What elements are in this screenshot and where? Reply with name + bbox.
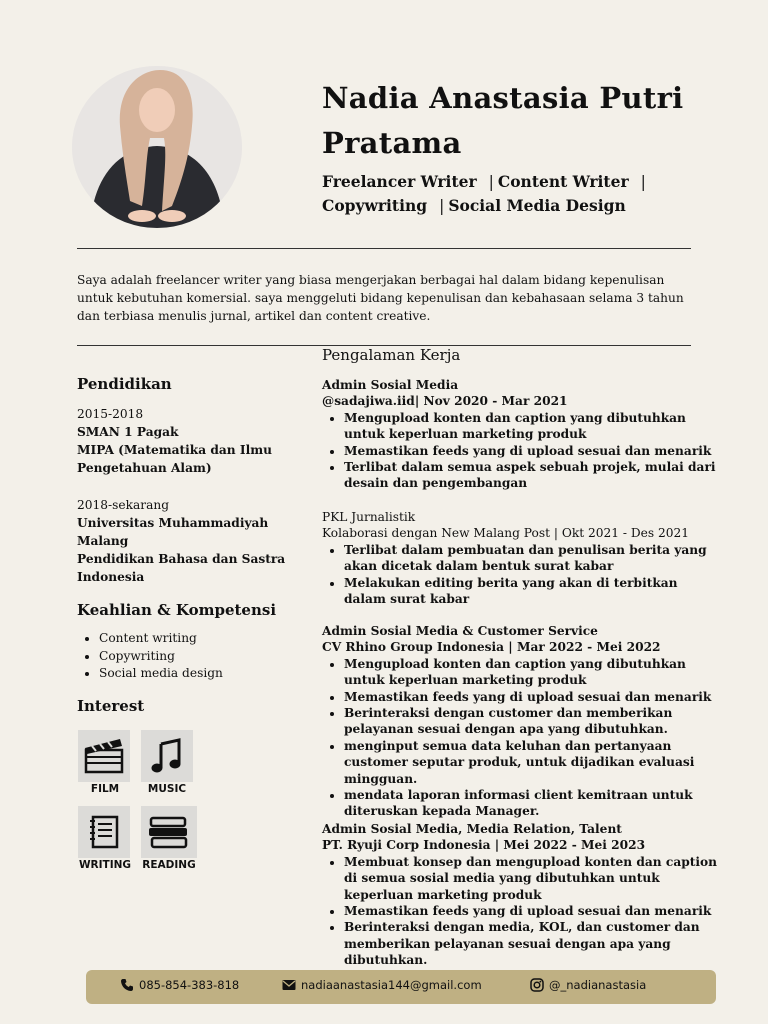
list-item: • Melakukan editing berita yang akan di terbitkan dalam surat kabar <box>344 575 722 608</box>
job-bullets <box>322 410 722 492</box>
instagram-icon <box>530 978 544 992</box>
job-company: @sadajiwa.iid| Nov 2020 - Mar 2021 <box>322 394 568 409</box>
envelope-icon <box>282 979 296 991</box>
education-line: MIPA (Matematika dan Ilmu <box>77 443 272 457</box>
list-item: • Memastikan feeds yang di upload sesuai dan menarik <box>344 689 722 705</box>
list-item: • Terlibat dalam semua aspek sebuah projek, mulai dari desain dan pengembangan <box>344 459 722 492</box>
contact-phone[interactable] <box>120 978 239 992</box>
list-item: • Berinteraksi dengan media, KOL, dan customer dan memberikan pelayanan sesuai dengan apa yang dibutuhkan. <box>344 919 722 968</box>
roles-line-2 <box>322 194 722 218</box>
list-item: • Content writing <box>99 630 292 648</box>
list-item: • menginput semua data keluhan dan pertanyaan customer seputar produk, untuk dijadikan evaluasi mingguan. <box>344 738 722 787</box>
interest-writing <box>78 806 130 858</box>
list-item: • Memastikan feeds yang di upload sesuai dan menarik <box>344 443 722 459</box>
education-entry <box>77 405 292 477</box>
skills-heading: Keahlian & Kompetensi <box>77 601 277 619</box>
job-title: Admin Sosial Media <box>322 378 459 392</box>
roles-line-1 <box>322 170 722 194</box>
interest-reading <box>141 806 197 858</box>
education-line: Malang <box>77 534 129 548</box>
interest-label: FILM <box>90 783 120 795</box>
role-separator: | <box>488 173 494 191</box>
education-line: SMAN 1 Pagak <box>77 425 179 439</box>
role-separator: | <box>439 197 445 215</box>
divider <box>77 248 691 249</box>
interest-music <box>141 730 193 782</box>
candidate-name <box>322 76 742 166</box>
role-separator: | <box>640 173 646 191</box>
job-company: PT. Ryuji Corp Indonesia | Mei 2022 - Mei 2023 <box>322 838 646 853</box>
list-item: • Membuat konsep dan mengupload konten dan caption di semua sosial media yang dibutuhkan untuk keperluan marketing produk <box>344 854 722 903</box>
role-freelancer-writer: Freelancer Writer <box>322 172 477 191</box>
role-social-media-design: Social Media Design <box>448 196 626 215</box>
notebook-icon <box>78 806 130 858</box>
clapperboard-icon <box>78 730 130 782</box>
education-line: Pengetahuan Alam) <box>77 461 212 475</box>
job-title: Admin Sosial Media & Customer Service <box>322 624 598 638</box>
books-icon <box>141 806 197 858</box>
summary-text: Saya adalah freelancer writer yang biasa mengerjakan berbagai hal dalam bidang kepenulisan untuk kebutuhan komersial. saya menggeluti bidang kepenulisan dan kebahasaan selama 3 tahun dan terbiasa menulis jurnal, artikel dan content creative. <box>77 273 684 323</box>
education-years: 2015-2018 <box>77 407 144 421</box>
job-company: CV Rhino Group Indonesia | Mar 2022 - Mei 2022 <box>322 640 661 655</box>
list-item: • Mengupload konten dan caption yang dibutuhkan untuk keperluan marketing produk <box>344 656 722 689</box>
education-years: 2018-sekarang <box>77 498 169 512</box>
list-item: • Social media design <box>99 665 292 683</box>
job-bullets <box>322 656 722 820</box>
education-line: Pendidikan Bahasa dan Sastra <box>77 552 286 566</box>
experience-heading: Pengalaman Kerja <box>322 346 461 364</box>
education-line: Indonesia <box>77 570 145 584</box>
job-bullets <box>322 854 722 969</box>
education-heading: Pendidikan <box>77 375 172 393</box>
phone-icon <box>120 978 134 992</box>
skills-list <box>77 630 292 683</box>
role-content-writer: Content Writer <box>497 172 629 191</box>
job-title: Admin Sosial Media, Media Relation, Talent <box>322 822 622 836</box>
profile-photo <box>72 66 242 228</box>
person-portrait-icon <box>72 66 242 228</box>
contact-bar <box>86 970 716 1004</box>
job-title: PKL Jurnalistik <box>322 510 416 524</box>
music-note-icon <box>141 730 193 782</box>
interest-heading: Interest <box>77 697 145 715</box>
interest-label: READING <box>142 859 196 871</box>
interest-label: WRITING <box>78 859 132 871</box>
interest-film <box>78 730 130 782</box>
list-item: • Mengupload konten dan caption yang dibutuhkan untuk keperluan marketing produk <box>344 410 722 443</box>
job-entry <box>322 377 722 492</box>
education-entry <box>77 496 292 586</box>
job-bullets <box>322 542 722 608</box>
job-company: Kolaborasi dengan New Malang Post | Okt 2021 - Des 2021 <box>322 526 690 541</box>
name-line-1: Nadia Anastasia Putri <box>322 81 684 115</box>
list-item: • Memastikan feeds yang di upload sesuai dan menarik <box>344 903 722 919</box>
contact-instagram[interactable] <box>530 978 646 992</box>
roles <box>322 170 722 218</box>
list-item: • Terlibat dalam pembuatan dan penulisan berita yang akan dicetak dalam bentuk surat kabar <box>344 542 722 575</box>
job-entry <box>322 623 722 820</box>
phone-number: 085-854-383-818 <box>139 978 240 992</box>
email-address: nadiaanastasia144@gmail.com <box>301 978 482 992</box>
job-entry <box>322 509 722 607</box>
list-item: • mendata laporan informasi client kemitraan untuk diteruskan kepada Manager. <box>344 787 722 820</box>
contact-email[interactable] <box>282 978 482 992</box>
list-item: • Copywriting <box>99 648 292 666</box>
role-copywriting: Copywriting <box>322 196 428 215</box>
name-line-2: Pratama <box>322 126 462 160</box>
instagram-handle: @_nadianastasia <box>549 978 647 992</box>
education-line: Universitas Muhammadiyah <box>77 516 269 530</box>
interest-label: MUSIC <box>147 783 187 795</box>
list-item: • Berinteraksi dengan customer dan memberikan pelayanan sesuai dengan apa yang dibutuhkan. <box>344 705 722 738</box>
job-entry <box>322 821 722 969</box>
